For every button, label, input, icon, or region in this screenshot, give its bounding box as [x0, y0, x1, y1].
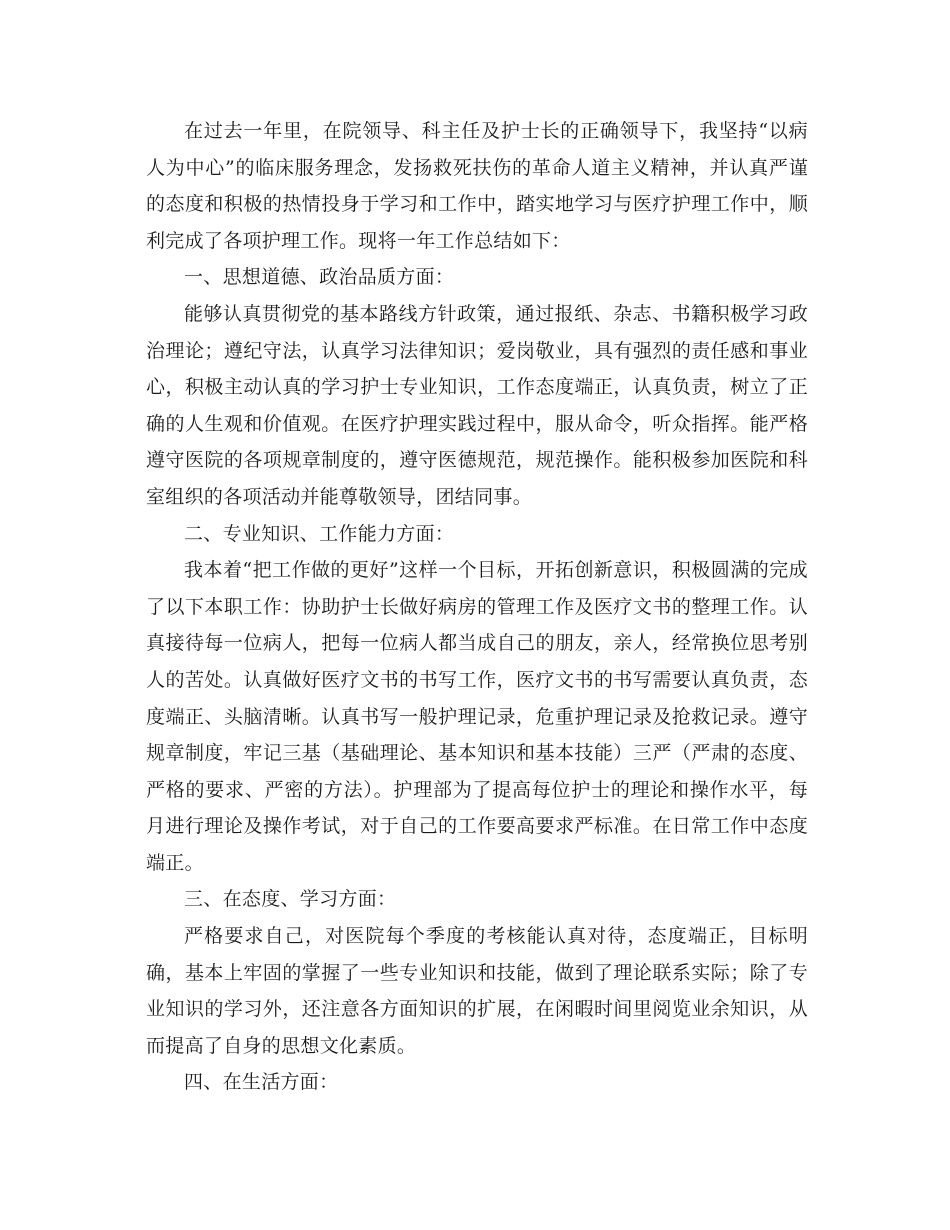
section-heading-attitude: 三、在态度、学习方面： — [184, 888, 397, 911]
ideology-paragraph: 能够认真贯彻党的基本路线方针政策，通过报纸、杂志、书籍积极学习政治理论；遵纪守法，认真学习法律知识；爱岗敬业，具有强烈的责任感和事业心，积极主动认真的学习护士专业知识，工作态度端正，认真负责，树立了正确的人生观和价值观。在医疗护理实践过程中，服从命令，听众指挥。能严格遵守医院的各项规章制度的，遵守医德规范，规范操作。能积极参加医院和科室组织的各项活动并能尊敬领导，团结同事。 — [146, 302, 808, 508]
section-heading-life: 四、在生活方面： — [184, 1071, 339, 1094]
professional-paragraph: 我本着“把工作做的更好”这样一个目标，开拓创新意识，积极圆满的完成了以下本职工作：协助护士长做好病房的管理工作及医疗文书的整理工作。认真接待每一位病人，把每一位病人都当成自己的朋友，亲人，经常换位思考别人的苦处。认真做好医疗文书的书写工作，医疗文书的书写需要认真负责，态度端正、头脑清晰。认真书写一般护理记录，危重护理记录及抢救记录。遵守规章制度，牢记三基（基础理论、基本知识和基本技能）三严（严肃的态度、严格的要求、严密的方法）。护理部为了提高每位护士的理论和操作水平，每月进行理论及操作考试，对于自己的工作要高要求严标准。在日常工作中态度端正。 — [146, 559, 808, 874]
attitude-paragraph: 严格要求自己，对医院每个季度的考核能认真对待，态度端正，目标明确，基本上牢固的掌握了一些专业知识和技能，做到了理论联系实际；除了专业知识的学习外，还注意各方面知识的扩展，在闲暇时间里阅览业余知识，从而提高了自身的思想文化素质。 — [146, 925, 808, 1057]
document-body — [146, 113, 808, 1101]
section-heading-professional: 二、专业知识、工作能力方面： — [184, 522, 455, 545]
intro-paragraph: 在过去一年里，在院领导、科主任及护士长的正确领导下，我坚持“以病人为中心”的临床服务理念，发扬救死扶伤的革命人道主义精神，并认真严谨的态度和积极的热情投身于学习和工作中，踏实地学习与医疗护理工作中，顺利完成了各项护理工作。现将一年工作总结如下： — [146, 120, 808, 252]
section-heading-ideology: 一、思想道德、政治品质方面： — [184, 266, 455, 289]
